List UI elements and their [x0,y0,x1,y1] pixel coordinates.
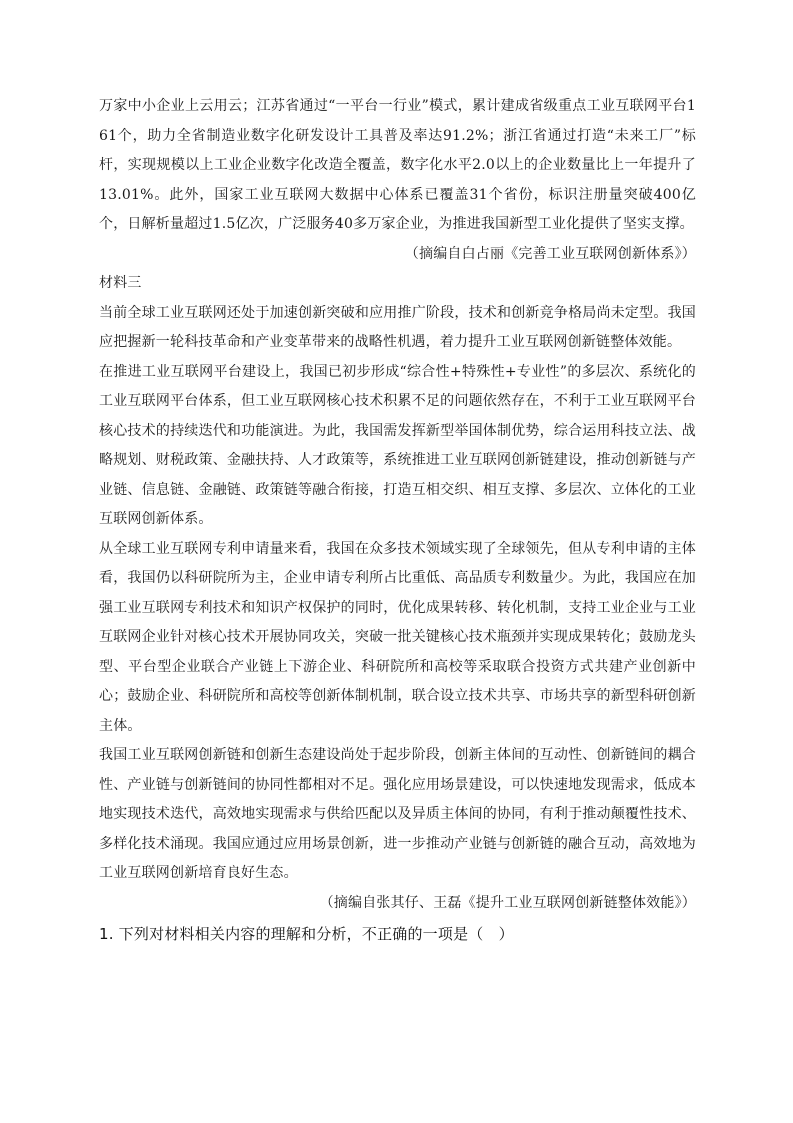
source-citation: （摘编自张其仔、王磊《提升工业互联网创新链整体效能》） [319,894,696,911]
document-body [99,92,696,950]
source-citation: （摘编自白占丽《完善工业互联网创新体系》） [404,245,696,262]
paragraph: 我国工业互联网创新链和创新生态建设尚处于起步阶段，创新主体间的互动性、创新链间的耦合性、产业链与创新链间的协同性都相对不足。强化应用场景建设，可以快速地发现需求，低成本地实现技术迭代，高效地实现需求与供给匹配以及异质主体间的协同，有利于推动颠覆性技术、多样化技术涌现。我国应通过应用场景创新，进一步推动产业链与创新链的融合互动，高效地为工业互联网创新培育良好生态。 [99,747,696,881]
material-heading: 材料三 [99,275,142,291]
paragraph: 当前全球工业互联网还处于加速创新突破和应用推广阶段，技术和创新竞争格局尚未定型。我国应把握新一轮科技革命和产业变革带来的战略性机遇，着力提升工业互联网创新链整体效能。 [99,304,696,350]
paragraph: 从全球工业互联网专利申请量来看，我国在众多技术领域实现了全球领先，但从专利申请的主体看，我国仍以科研院所为主，企业申请专利所占比重低、高品质专利数量少。为此，我国应在加强工业互联网专利技术和知识产权保护的同时，优化成果转移、转化机制，支持工业企业与工业互联网企业针对核心技术开展协同攻关，突破一批关键核心技术瓶颈并实现成果转化；鼓励龙头型、平台型企业联合产业链上下游企业、科研院所和高校等采取联合投资方式共建产业创新中心；鼓励企业、科研院所和高校等创新体制机制，联合设立技术共享、市场共享的新型科研创新主体。 [99,540,696,734]
question-stem: 1. 下列对材料相关内容的理解和分析，不正确的一项是（ ） [99,925,514,943]
paragraph: 在推进工业互联网平台建设上，我国已初步形成“综合性+特殊性+专业性”的多层次、系统化的工业互联网平台体系，但工业互联网核心技术积累不足的问题依然存在，不利于工业互联网平台核心技术的持续迭代和功能演进。为此，我国需发挥新型举国体制优势，综合运用科技立法、战略规划、财税政策、金融扶持、人才政策等，系统推进工业互联网创新链建设，推动创新链与产业链、信息链、金融链、政策链等融合衔接，打造互相交织、相互支撑、多层次、立体化的工业互联网创新体系。 [99,363,696,527]
paragraph-continued: 万家中小企业上云用云；江苏省通过“一平台一行业”模式，累计建成省级重点工业互联网平台161个，助力全省制造业数字化研发设计工具普及率达91.2%；浙江省通过打造“未来工厂”标杆，实现规模以上工业企业数字化改造全覆盖，数字化水平2.0以上的企业数量比上一年提升了13.01%。此外，国家工业互联网大数据中心体系已覆盖31个省份，标识注册量突破400亿个，日解析量超过1.5亿次，广泛服务40多万家企业，为推进我国新型工业化提供了坚实支撑。 [99,98,696,232]
